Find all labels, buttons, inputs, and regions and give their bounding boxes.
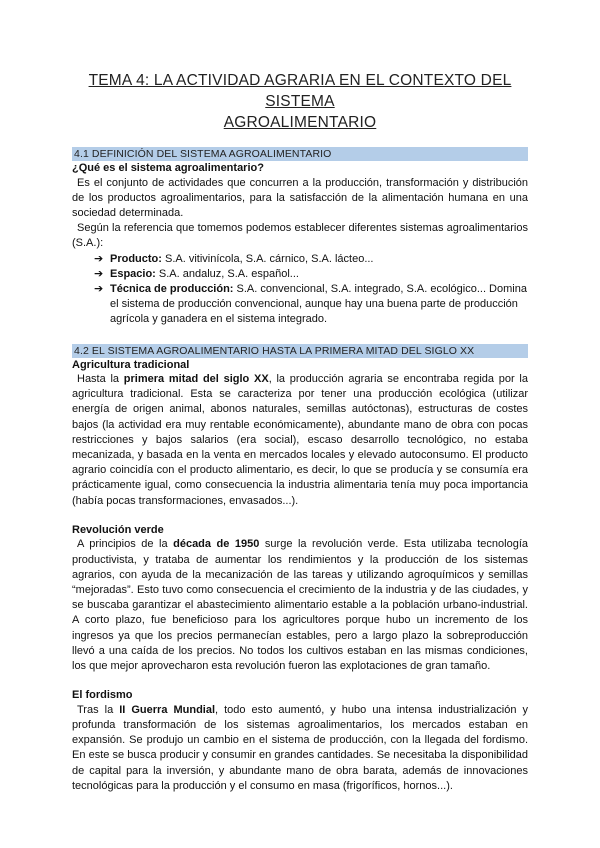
subheading-agricultura-tradicional: Agricultura tradicional [72,358,190,371]
subheading-revolucion-verde: Revolución verde [72,523,164,536]
list-item-text: S.A. andaluz, S.A. español... [155,267,299,280]
list-item-label: Producto: [110,252,162,265]
list-item [94,252,528,267]
text-run: A principios de la [77,538,174,551]
text-run: surge la revolución verde. Esta utilizaba tecnología productivista, y trataba de aumentar los rendimientos y la producción de los sistemas agrarios, con ayuda de la mecanización de las tareas y utilizando agroquímicos y semillas “mejoradas”. Esto tuvo como consecuencia el crecimiento de la industria y de las ciudades, y se buscaba garantizar el abastecimiento alimentario estable a la población urbano-industrial. A corto plazo, fue beneficioso para los agricultores porque hubo un incremento de los ingresos ya que los precios permanecían estables, pero a largo plazo la sobreproducción llevó a una caída de los precios. No todos los cultivos estaban en las mismas condiciones, los que mejor aprovecharon esta revolución fueron las explotaciones de gran tamaño. [72,538,528,672]
section-heading-4-2: 4.2 EL SISTEMA AGROALIMENTARIO HASTA LA PRIMERA MITAD DEL SIGLO XX [72,344,528,358]
document-page [72,0,528,794]
subheading-fordismo: El fordismo [72,689,133,702]
list-item-text: S.A. vitivinícola, S.A. cárnico, S.A. lácteo... [161,252,374,265]
list-item-text: S.A. convencional, S.A. integrado, S.A. ecológico... Domina el sistema de producción convencional, aunque hay una buena parte de producción agrícola y ganadera en el sistema integrado. [110,282,527,326]
arrow-right-icon: ➔ [94,282,104,295]
section-heading-4-1: 4.1 DEFINICIÓN DEL SISTEMA AGROALIMENTARIO [72,147,528,161]
title-line-2: AGROALIMENTARIO [223,114,377,131]
list-item-label: Técnica de producción: [110,282,234,295]
subheading-question: ¿Qué es el sistema agroalimentario? [72,162,264,174]
sa-types-list [72,252,528,328]
bold-text-run: primera mitad del siglo XX [123,373,269,386]
paragraph-revolucion-verde [72,537,528,674]
title-line-1: TEMA 4: LA ACTIVIDAD AGRARIA EN EL CONTEXTO DEL SISTEMA [88,72,512,110]
text-run: , todo esto aumentó, y hubo una intensa industrialización y profunda transformación de los sistemas agroalimentarios, los mercados estaban en expansión. Se produjo un cambio en el sistema de producción, con la llegada del fordismo. En este se busca producir y consumir en grandes cantidades. Se necesitaba la disponibilidad de capital para la inversión, y abundante mano de obra barata, además de innovaciones tecnológicas para la producción y el consumo en masa (frigoríficos, hornos...). [72,703,528,792]
bold-text-run: década de 1950 [173,538,260,551]
paragraph-agricultura-tradicional [72,372,528,509]
text-run: , la producción agraria se encontraba regida por la agricultura tradicional. Esta se caracteriza por tener una producción ecológica (utilizar energía de origen animal, abonos naturales, semillas autóctonas), estructuras de costes bajos (la actividad era muy rentable económicamente), abundante mano de obra con pocas restricciones y bajos salarios (era social), escaso desarrollo tecnológico, no estaba mecanizada, y basada en la venta en mercados locales y elevado autoconsumo. El producto agrario coincidía con el producto alimentario, es decir, lo que se producía y se consumía era prácticamente igual, como consecuencia la industria alimentaria tenía muy poca importancia (había pocas transformaciones, envasados...). [72,373,528,507]
definition-paragraph: Es el conjunto de actividades que concurren a la producción, transformación y distribución de los productos agroalimentarios, para la satisfacción de la alimentación humana en una sociedad determinada. [72,176,528,219]
bold-text-run: II Guerra Mundial [119,703,216,716]
arrow-right-icon: ➔ [94,267,104,280]
list-item [94,267,528,282]
document-title [72,70,528,133]
list-item [94,282,528,328]
intro-paragraph: Según la referencia que tomemos podemos establecer diferentes sistemas agroalimentarios (S.A.): [72,222,528,250]
arrow-right-icon: ➔ [94,252,104,265]
paragraph-fordismo [72,703,528,794]
text-run: Hasta la [77,373,124,386]
list-item-label: Espacio: [110,267,156,280]
text-run: Tras la [77,703,120,716]
